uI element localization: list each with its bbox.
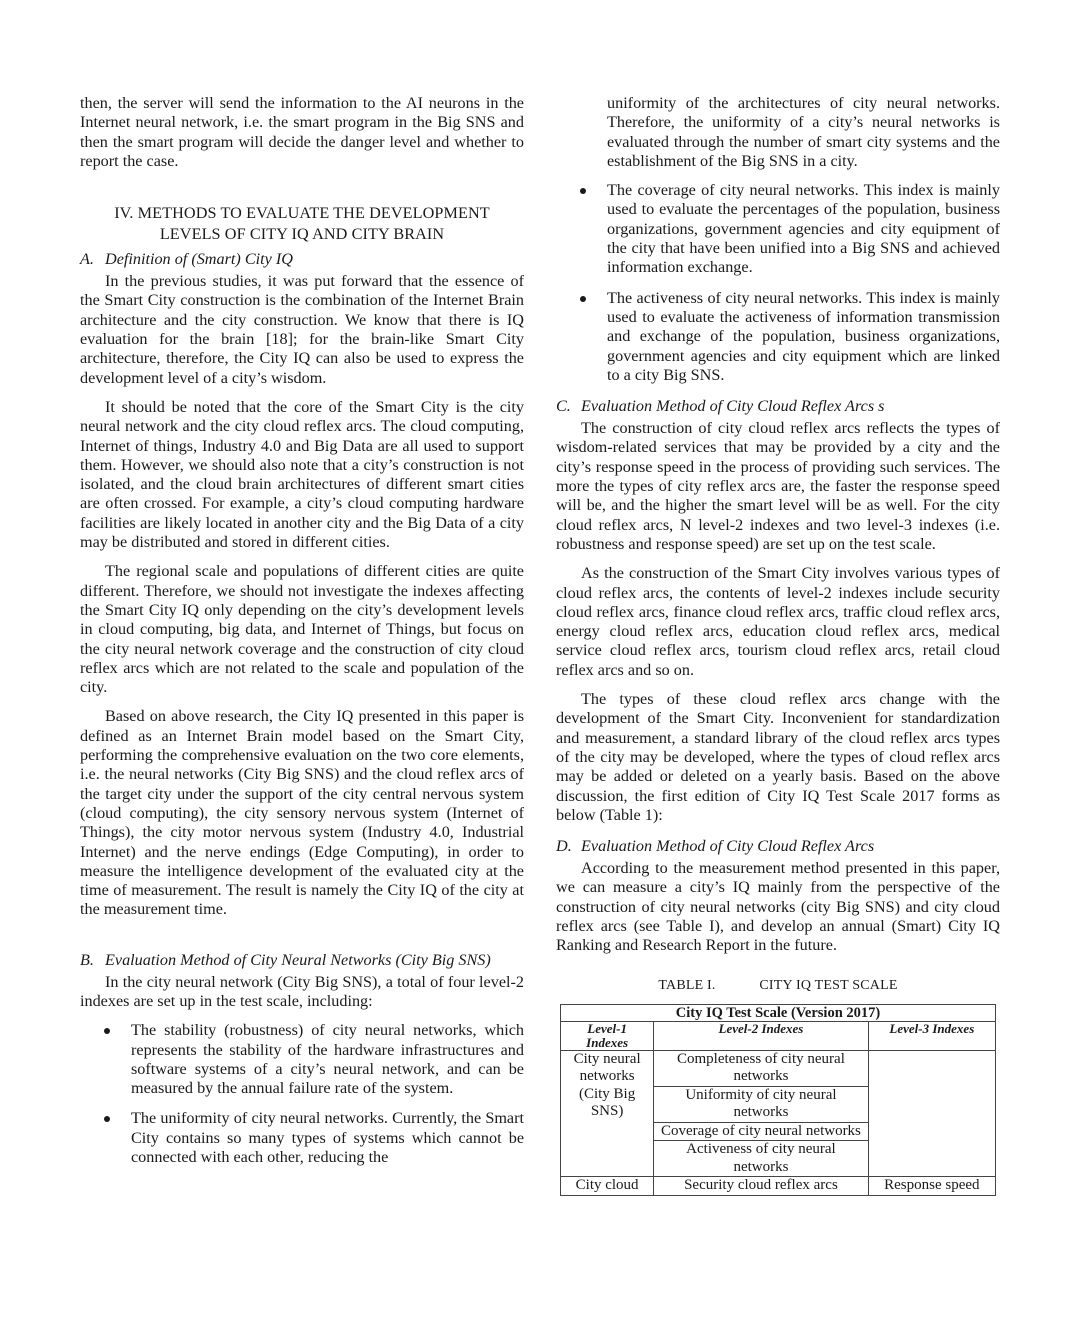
table-title: CITY IQ TEST SCALE	[759, 977, 898, 993]
subsection-letter: B.	[80, 950, 94, 969]
paragraph: The types of these cloud reflex arcs change with the development of the Smart City. Inconvenient for standardization and measurement, a standard library of the cloud reflex arcs types of the city may be developed, where the types of cloud reflex arcs may be added or deleted on a yearly basis. Based on the above discussion, the first edition of City IQ Test Scale 2017 forms as below (Table 1):	[556, 690, 1000, 824]
header-level-1: Level-1 Indexes	[561, 1021, 654, 1050]
bullet-item	[556, 289, 1000, 385]
section-heading-iv	[80, 203, 524, 245]
bullet-list	[556, 181, 1000, 385]
table-title-cell: City IQ Test Scale (Version 2017)	[561, 1004, 996, 1021]
bullet-item	[80, 1021, 524, 1098]
subsection-b-heading	[80, 950, 524, 970]
table-row	[561, 1177, 996, 1196]
subsection-d-heading	[556, 836, 1000, 856]
paragraph: Based on above research, the City IQ presented in this paper is defined as an Internet Brain model based on the Smart City, performing the comprehensive evaluation on the two core elements, i.e. the neural networks (City Big SNS) and the cloud reflex arcs of the target city under the support of the city central nervous system (cloud computing), the city sensory nervous system (Internet of Things), the city motor nervous system (Industry 4.0, Industrial Internet) and the nerve endings (Edge Computing), in order to measure the intelligence development of the evaluated city at the time of measurement. The result is namely the City IQ of the city at the measurement time.	[80, 707, 524, 919]
bullet-icon	[104, 1116, 110, 1122]
subsection-letter: D.	[556, 837, 572, 856]
level1-cell: City neural networks (City Big SNS)	[561, 1050, 654, 1177]
bullet-text: The stability (robustness) of city neural networks, which represents the stability of the hardware infrastructures and software systems of a city’s neural network, and can be measured by the annual failure rate of the system.	[131, 1021, 524, 1098]
paragraph: The regional scale and populations of different cities are quite different. Therefore, we should not investigate the indexes affecting the Smart City IQ only depending on the city’s development levels in cloud computing, big data, and Internet of Things, but focus on the city neural network coverage and the construction of city cloud reflex arcs which are not related to the scale and population of the city.	[80, 562, 524, 697]
header-level-3: Level-3 Indexes	[868, 1021, 995, 1050]
subsection-title: Definition of (Smart) City IQ	[105, 250, 293, 269]
subsection-a-heading	[80, 249, 524, 269]
subsection-title: Evaluation Method of City Cloud Reflex Arcs	[581, 837, 875, 856]
bullet-item	[80, 1109, 524, 1167]
level2-cell: Security cloud reflex arcs	[654, 1177, 868, 1196]
subsection-title: Evaluation Method of City Cloud Reflex Arcs s	[581, 397, 885, 416]
level1-cell: City cloud	[561, 1177, 654, 1196]
subsection-title: Evaluation Method of City Neural Networks (City Big SNS)	[105, 950, 491, 969]
subsection-letter: A.	[80, 250, 94, 269]
bullet-text: The uniformity of city neural networks. Currently, the Smart City contains so many types of systems which cannot be connected with each other, reducing the	[131, 1109, 524, 1167]
bullet-text: The activeness of city neural networks. This index is mainly used to evaluate the activeness of information transmission and exchange of the population, business organizations, government agencies and city equipment which are linked to a city Big SNS.	[607, 288, 1000, 384]
subsection-c-heading	[556, 396, 1000, 416]
table-number: TABLE I.	[658, 977, 716, 993]
bullet-icon	[580, 296, 586, 302]
table-row	[561, 1050, 996, 1086]
level2-cell: Coverage of city neural networks	[654, 1122, 868, 1141]
paragraph: In the previous studies, it was put forward that the essence of the Smart City construction is the combination of the Internet Brain architecture and the city construction. We know that there is IQ evaluation for the brain [18]; for the brain-like Smart City architecture, therefore, the City IQ can also be used to express the development level of a city’s wisdom.	[80, 272, 524, 387]
left-column	[80, 94, 524, 1178]
intro-paragraph: then, the server will send the information to the AI neurons in the Internet neural network, i.e. the smart program in the Big SNS and then the smart program will decide the danger level and whether to report the case.	[80, 94, 524, 170]
level2-cell: Uniformity of city neural networks	[654, 1086, 868, 1122]
table-title-row	[561, 1004, 996, 1021]
section-heading-line2: LEVELS OF CITY IQ AND CITY BRAIN	[159, 225, 445, 244]
right-column	[556, 94, 1000, 1196]
subsection-letter: C.	[556, 397, 571, 416]
header-level-2: Level-2 Indexes	[654, 1021, 868, 1050]
level3-cell: Response speed	[868, 1177, 995, 1196]
paragraph: The construction of city cloud reflex arcs reflects the types of wisdom-related services that may be provided by a city and the city’s response speed in the process of providing such services. The more the types of city reflex arcs are, the faster the response speed will be, and the higher the smart level will be as well. For the city cloud reflex arcs, N level-2 indexes and two level-3 indexes (i.e. robustness and response speed) are set up on the test scale.	[556, 419, 1000, 553]
bullet-icon	[580, 188, 586, 194]
bullet-list	[80, 1021, 524, 1167]
level2-cell: Completeness of city neural networks	[654, 1050, 868, 1086]
paragraph: As the construction of the Smart City involves various types of cloud reflex arcs, the contents of level-2 indexes include security cloud reflex arcs, finance cloud reflex arcs, traffic cloud reflex arcs, energy cloud reflex arcs, education cloud reflex arcs, medical service cloud reflex arcs, tourism cloud reflex arcs, retail cloud reflex arcs and so on.	[556, 564, 1000, 679]
table-caption	[556, 978, 1000, 994]
bullet-icon	[104, 1028, 110, 1034]
bullet-continuation: uniformity of the architectures of city neural networks. Therefore, the uniformity of a city’s neural networks is evaluated through the number of smart city systems and the establishment of the Big SNS in a city.	[607, 94, 1000, 170]
level2-cell: Activeness of city neural networks	[654, 1141, 868, 1177]
bullet-text: The coverage of city neural networks. This index is mainly used to evaluate the percentages of the population, business organizations, government agencies and city equipment of the city that have been unified into a Big SNS and achieved information exchange.	[607, 181, 1000, 277]
level3-cell	[868, 1050, 995, 1177]
city-iq-test-scale-table	[560, 1004, 996, 1196]
paragraph: In the city neural network (City Big SNS), a total of four level-2 indexes are set up in the test scale, including:	[80, 972, 524, 1010]
table-header-row	[561, 1021, 996, 1050]
bullet-item	[556, 181, 1000, 277]
section-heading-line1: IV. METHODS TO EVALUATE THE DEVELOPMENT	[114, 204, 490, 223]
paragraph: According to the measurement method presented in this paper, we can measure a city’s IQ mainly from the perspective of the construction of city neural networks (city Big SNS) and city cloud reflex arcs (see Table I), and develop an annual (Smart) City IQ Ranking and Research Report in the future.	[556, 859, 1000, 955]
paragraph: It should be noted that the core of the Smart City is the city neural network and the city cloud reflex arcs. The cloud computing, Internet of things, Industry 4.0 and Big Data are all used to support them. However, we should also note that a city’s construction is not isolated, and the cloud brain architectures of different smart cities are often crossed. For example, a city’s cloud computing hardware facilities are likely located in another city and the Big Data of a city may be distributed and stored in different cities.	[80, 397, 524, 552]
